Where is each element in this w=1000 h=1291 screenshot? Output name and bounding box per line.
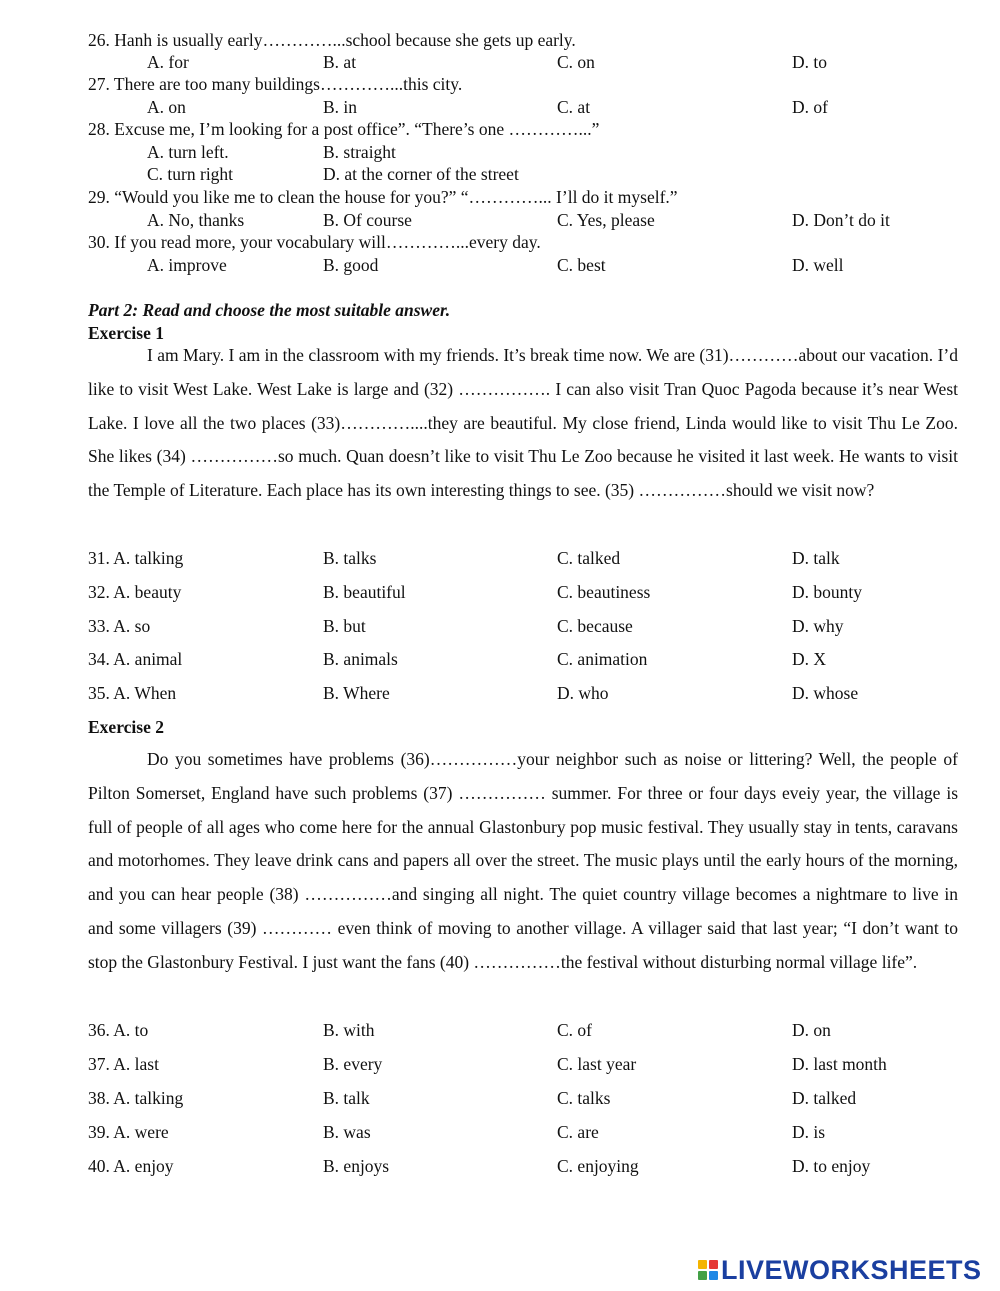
question-32-option-b[interactable]: B. beautiful (323, 582, 406, 602)
question-37-option-c[interactable]: C. last year (557, 1054, 637, 1074)
question-37-option-d[interactable]: D. last month (792, 1054, 887, 1074)
question-30-option-d[interactable]: D. well (792, 255, 844, 275)
question-36-option-b[interactable]: B. with (323, 1020, 375, 1040)
exercise-2-title: Exercise 2 (88, 717, 164, 737)
question-36-option-c[interactable]: C. of (557, 1020, 592, 1040)
question-28-option-b[interactable]: B. straight (323, 142, 396, 162)
question-33-option-c[interactable]: C. because (557, 616, 633, 636)
question-30-option-b[interactable]: B. good (323, 255, 379, 275)
question-32-option-d[interactable]: D. bounty (792, 582, 862, 602)
exercise-1-passage: I am Mary. I am in the classroom with my friends. It’s break time now. We are (31)…………about our vacation. I’d like to visit West Lake. West Lake is large and (32) ……………. I can also visit Tran Quoc Pagoda because it’s near West Lake. I love all the two places (33)…………....they are beautiful. My close friend, Linda would like to visit Thu Le Zoo. She likes (34) ……………so much. Quan doesn’t like to visit Thu Le Zoo because he visited it last week. He wants to visit the Temple of Literature. Each place has its own interesting things to see. (35) ……………should we visit now? (88, 345, 958, 501)
question-35-option-c[interactable]: D. who (557, 683, 609, 703)
question-28-stem: 28. Excuse me, I’m looking for a post office”. “There’s one …………...” (88, 119, 600, 139)
question-39-option-a[interactable]: 39. A. were (88, 1122, 169, 1142)
question-30-option-c[interactable]: C. best (557, 255, 606, 275)
liveworksheets-logo[interactable] (698, 1253, 982, 1287)
question-39-option-b[interactable]: B. was (323, 1122, 371, 1142)
question-34-option-d[interactable]: D. X (792, 649, 827, 669)
question-29-option-b[interactable]: B. Of course (323, 210, 412, 230)
question-38-option-c[interactable]: C. talks (557, 1088, 611, 1108)
question-35-option-b[interactable]: B. Where (323, 683, 390, 703)
question-27-option-c[interactable]: C. at (557, 97, 591, 117)
question-26-option-d[interactable]: D. to (792, 52, 827, 72)
question-37-option-b[interactable]: B. every (323, 1054, 383, 1074)
question-39-option-d[interactable]: D. is (792, 1122, 826, 1142)
question-28-option-a[interactable]: A. turn left. (147, 142, 229, 162)
question-36-option-a[interactable]: 36. A. to (88, 1020, 149, 1040)
question-39-option-c[interactable]: C. are (557, 1122, 599, 1142)
question-29-option-c[interactable]: C. Yes, please (557, 210, 655, 230)
question-31-option-a[interactable]: 31. A. talking (88, 548, 184, 568)
question-29-option-d[interactable]: D. Don’t do it (792, 210, 890, 230)
question-31-option-b[interactable]: B. talks (323, 548, 377, 568)
question-28-option-c[interactable]: C. turn right (147, 164, 234, 184)
question-31-option-d[interactable]: D. talk (792, 548, 840, 568)
liveworksheets-logo-icon (698, 1260, 718, 1280)
exercise-2-passage: Do you sometimes have problems (36)……………your neighbor such as noise or littering? Well, the people of Pilton Somerset, England have such problems (37) …………… summer. For three or four days eveiy year, the village is full of people of all ages who come here for the annual Glastonbury pop music festival. They usually stay in tents, caravans and motorhomes. They leave drink cans and papers all over the street. The music plays until the early hours of the morning, and you can hear people (38) ……………and singing all night. The quiet country village becomes a nightmare to live in and some villagers (39) ………… even think of moving to another village. A villager said that last year; “I don’t want to stop the Glastonbury Festival. I just want the fans (40) ……………the festival without disturbing normal village life”. (88, 749, 958, 972)
question-38-option-a[interactable]: 38. A. talking (88, 1088, 184, 1108)
question-30-option-a[interactable]: A. improve (147, 255, 227, 275)
question-34-option-c[interactable]: C. animation (557, 649, 648, 669)
question-26-option-c[interactable]: C. on (557, 52, 595, 72)
question-34-option-a[interactable]: 34. A. animal (88, 649, 183, 669)
question-27-stem: 27. There are too many buildings…………...this city. (88, 74, 463, 94)
question-33-option-d[interactable]: D. why (792, 616, 844, 636)
question-30-stem: 30. If you read more, your vocabulary will…………...every day. (88, 232, 541, 252)
question-26-stem: 26. Hanh is usually early…………...school because she gets up early. (88, 30, 576, 50)
question-34-option-b[interactable]: B. animals (323, 649, 398, 669)
question-40-option-b[interactable]: B. enjoys (323, 1156, 390, 1176)
question-38-option-b[interactable]: B. talk (323, 1088, 370, 1108)
question-40-option-a[interactable]: 40. A. enjoy (88, 1156, 174, 1176)
question-35-option-a[interactable]: 35. A. When (88, 683, 177, 703)
question-29-stem: 29. “Would you like me to clean the house for you?” “…………... I’ll do it myself.” (88, 187, 678, 207)
liveworksheets-logo-text: LIVEWORKSHEETS (721, 1254, 982, 1285)
part-2-heading: Part 2: Read and choose the most suitable answer. (88, 300, 451, 320)
question-26-option-a[interactable]: A. for (147, 52, 189, 72)
question-37-option-a[interactable]: 37. A. last (88, 1054, 159, 1074)
question-31-option-c[interactable]: C. talked (557, 548, 621, 568)
question-33-option-a[interactable]: 33. A. so (88, 616, 151, 636)
question-32-option-c[interactable]: C. beautiness (557, 582, 651, 602)
question-33-option-b[interactable]: B. but (323, 616, 366, 636)
question-29-option-a[interactable]: A. No, thanks (147, 210, 245, 230)
question-28-option-d[interactable]: D. at the corner of the street (323, 164, 519, 184)
question-35-option-d[interactable]: D. whose (792, 683, 859, 703)
question-32-option-a[interactable]: 32. A. beauty (88, 582, 182, 602)
exercise-1-title: Exercise 1 (88, 323, 164, 343)
question-36-option-d[interactable]: D. on (792, 1020, 831, 1040)
question-26-option-b[interactable]: B. at (323, 52, 357, 72)
question-27-option-d[interactable]: D. of (792, 97, 828, 117)
question-40-option-c[interactable]: C. enjoying (557, 1156, 639, 1176)
question-27-option-a[interactable]: A. on (147, 97, 186, 117)
question-27-option-b[interactable]: B. in (323, 97, 358, 117)
question-38-option-d[interactable]: D. talked (792, 1088, 857, 1108)
question-40-option-d[interactable]: D. to enjoy (792, 1156, 871, 1176)
